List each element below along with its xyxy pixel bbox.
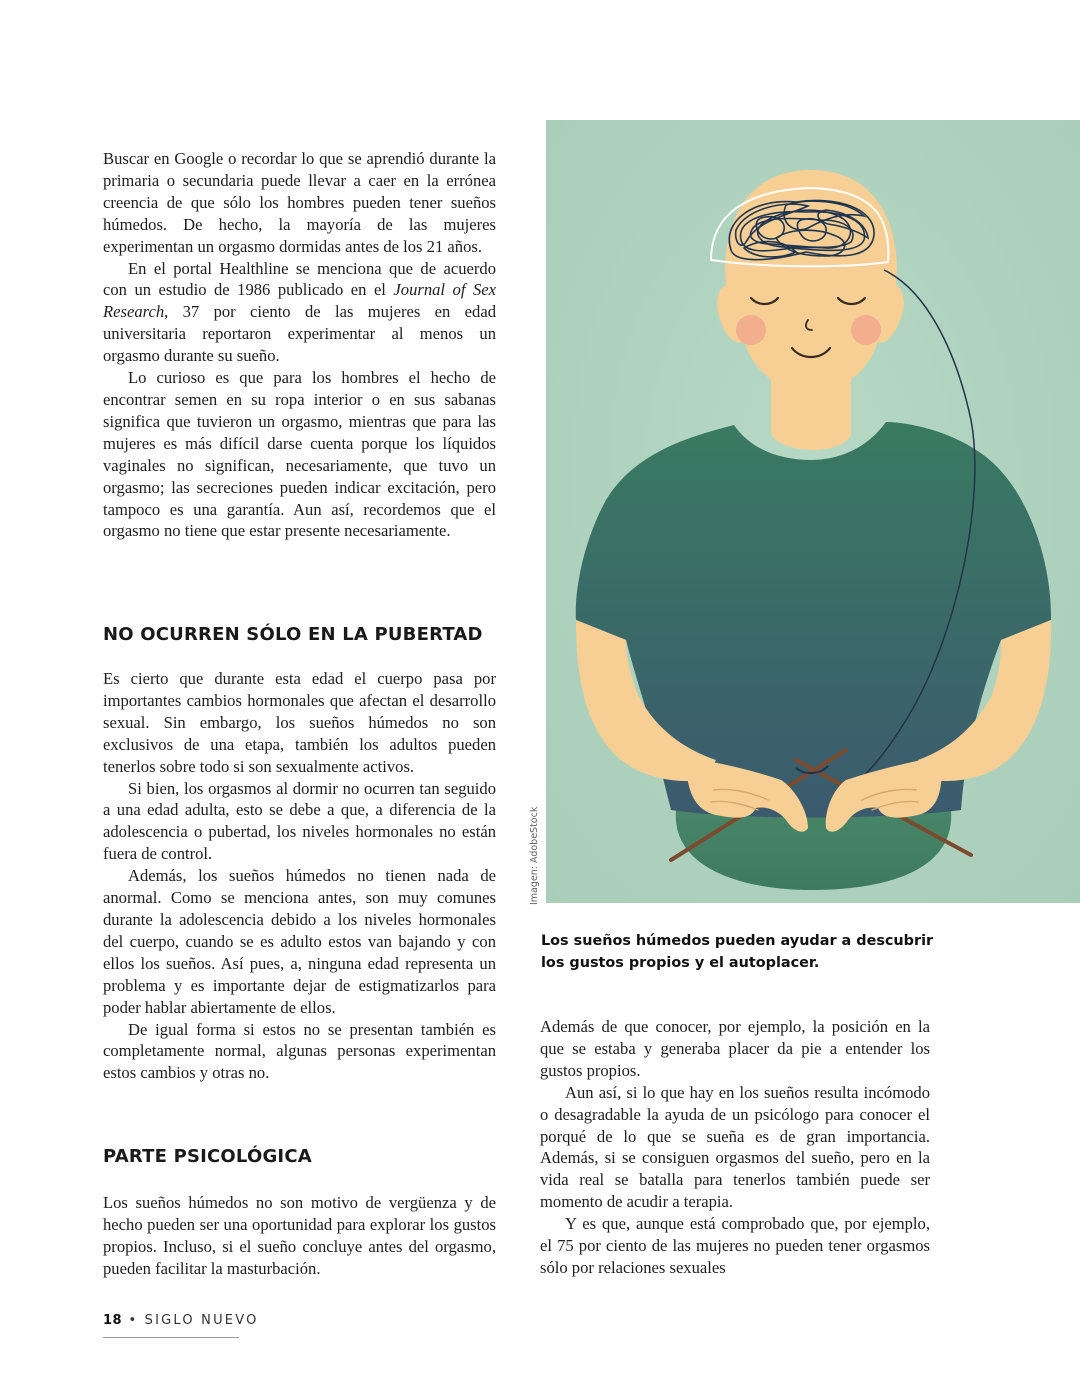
paragraph: Y es que, aunque está comprobado que, por ejemplo, el 75 por ciento de las mujeres no pueden tener orgasmos sólo por relaciones sexuales — [540, 1214, 930, 1277]
paragraph-text: En el portal Healthline se menciona que de acuerdo con un estudio de 1986 publicado en el — [103, 258, 496, 300]
article-column-left-bottom — [103, 1192, 496, 1280]
image-caption: Los sueños húmedos pueden ayudar a descubrir los gustos propios y el autoplacer. — [541, 933, 934, 971]
paragraph: Además, los sueños húmedos no tienen nada de anormal. Como se menciona antes, son muy comunes durante la adolescencia debido a los niveles hormonales del cuerpo, cuando se es adulto estos van bajando y con ellos los sueños. Así pues, a, ninguna edad representa un problema y es importante dejar de estigmatizarlos para poder hablar abiertamente de ellos. — [103, 866, 496, 1017]
article-column-left-top — [103, 148, 496, 542]
footer-rule — [103, 1337, 239, 1338]
section-heading-psychological: PARTE PSICOLÓGICA — [103, 1146, 312, 1167]
paragraph: Lo curioso es que para los hombres el hecho de encontrar semen en su ropa interior o en sus sabanas significa que tuvieron un orgasmo, mientras que para las mujeres es más difícil darse cuenta porque los líquidos vaginales no significan, necesariamente, que tuvo un orgasmo; las secreciones pueden indicar excitación, pero tampoco es una garantía. Aun así, recordemos que el orgasmo no tiene que estar presente necesariamente. — [103, 368, 496, 541]
paragraph: De igual forma si estos no se presentan también es completamente normal, algunas personas experimentan estos cambios y otras no. — [103, 1019, 496, 1083]
paragraph: Si bien, los orgasmos al dormir no ocurren tan seguido a una edad adulta, esto se debe a que, a diferencia de la adolescencia o pubertad, los niveles hormonales no están fuera de control. — [103, 778, 496, 864]
paragraph-text: , 37 por ciento de las mujeres en edad universitaria reportaron experimentar al menos un orgasmo durante su sueño. — [103, 302, 496, 366]
paragraph: Aun así, si lo que hay en los sueños resulta incómodo o desagradable la ayuda de un psicólogo para conocer el porqué de lo que se sueña es de gran importancia. Además, si se consiguen orgasmos del sueño, pero en la vida real se batalla para tenerlos también puede ser momento de acudir a terapia. — [540, 1082, 930, 1212]
paragraph — [103, 258, 496, 368]
image-credit: Imagen: AdobeStock — [529, 806, 540, 905]
article-column-left-middle — [103, 668, 496, 1084]
page-footer — [103, 1313, 259, 1328]
cheek-right — [851, 315, 881, 345]
journal-title: Journal of Sex Research — [103, 280, 496, 322]
publication-name: SIGLO NUEVO — [144, 1313, 259, 1328]
paragraph: Además de que conocer, por ejemplo, la posición en la que se estaba y generaba placer da pie a entender los gustos propios. — [540, 1017, 930, 1080]
cheek-left — [736, 315, 766, 345]
paragraph: Los sueños húmedos no son motivo de vergüenza y de hecho pueden ser una oportunidad para explorar los gustos propios. Incluso, si el sueño concluye antes del orgasmo, pueden facilitar la masturbación. — [103, 1193, 496, 1278]
section-heading-puberty: NO OCURREN SÓLO EN LA PUBERTAD — [103, 624, 483, 645]
illustration-dreaming-person — [546, 120, 1080, 903]
paragraph: Es cierto que durante esta edad el cuerpo pasa por importantes cambios hormonales que afectan el desarrollo sexual. Sin embargo, los sueños húmedos no son exclusivos de una etapa, también los adultos pueden tenerlos sobre todo si son sexualmente activos. — [103, 669, 496, 776]
paragraph: Buscar en Google o recordar lo que se aprendió durante la primaria o secundaria puede llevar a caer en la errónea creencia de que sólo los hombres pueden tener sueños húmedos. De hecho, la mayoría de las mujeres experimentan un orgasmo dormidas antes de los 21 años. — [103, 149, 496, 256]
page-number: 18 — [103, 1313, 123, 1328]
footer-separator: • — [128, 1313, 139, 1328]
article-column-right — [540, 1016, 930, 1279]
